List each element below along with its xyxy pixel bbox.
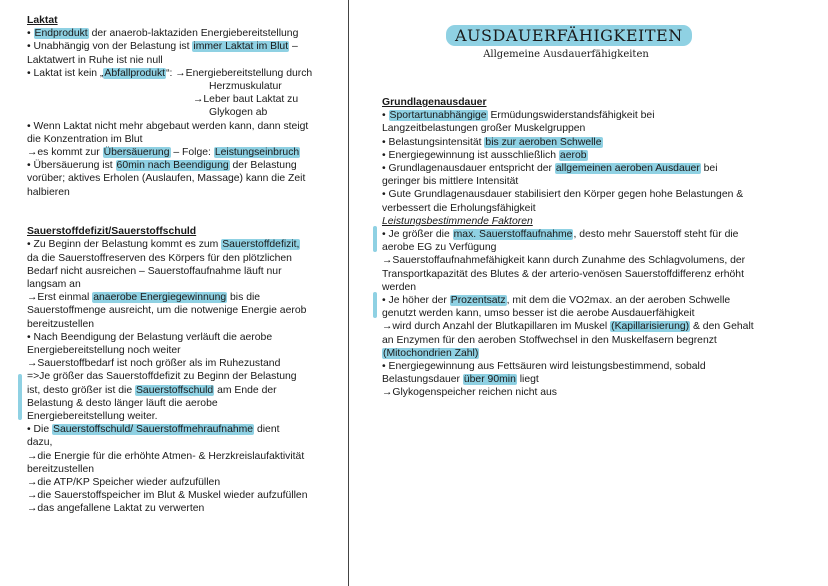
text-line: • Belastungsintensität bis zur aeroben Schwelle [382, 136, 602, 148]
section-heading-grundlagenausdauer: Grundlagenausdauer [382, 97, 487, 108]
highlight: Übersäuerung [103, 147, 170, 159]
margin-marker-right-2 [373, 292, 377, 318]
margin-marker-left [18, 374, 22, 420]
highlight: anaerobe Energiegewinnung [93, 292, 227, 304]
text-line: →die Sauerstoffspeicher im Blut & Muskel wieder aufzufüllen [27, 490, 308, 502]
text-line: geringer bis mittlere Intensität [382, 176, 519, 188]
text-line: • Je höher der Prozentsatz, mit dem die VO2max. an der aeroben Schwelle [382, 295, 731, 307]
highlight: immer Laktat im Blut [193, 41, 289, 53]
highlight: Endprodukt [34, 28, 88, 40]
text-line: bereitzustellen [27, 318, 95, 330]
highlight: über 90min [463, 374, 516, 386]
highlight: Leistungseinbruch [214, 147, 300, 159]
text-line: • Energiegewinnung ist ausschließlich aerob [382, 149, 587, 161]
text-line: genutzt werden kann, umso besser ist die aerobe Ausdauerfähigkeit [382, 308, 695, 320]
text-line: →die ATP/KP Speicher wieder aufzufüllen [27, 477, 221, 489]
highlight: max. Sauerstoffaufnahme [453, 229, 573, 241]
text-line: Belastung & desto länger läuft die aerobe [27, 397, 218, 409]
text-line: =>Je größer das Sauerstoffdefizit zu Beginn der Belastung [27, 371, 297, 383]
highlight: allgemeinen aeroben Ausdauer [555, 163, 700, 175]
text-line: Herzmuskulatur [209, 81, 282, 93]
highlight: Sauerstoffdefizit, [222, 239, 300, 251]
text-line: • Die Sauerstoffschuld/ Sauerstoffmehraufnahme dient [27, 424, 280, 436]
text-line: langsam an [27, 279, 81, 291]
text-line: →es kommt zur Übersäuerung – Folge: Leistungseinbruch [27, 147, 300, 159]
text-line: Laktatwert in Ruhe ist nie null [27, 54, 163, 66]
text-line: • Endprodukt der anaerob-laktaziden Energiebereitstellung [27, 28, 299, 40]
text-line: • Zu Beginn der Belastung kommt es zum Sauerstoffdefizit, [27, 239, 300, 251]
text-line: vorüber; aktives Erholen (Auslaufen, Massage) kann die Zeit [27, 173, 306, 185]
text-line: →Leber baut Laktat zu [193, 94, 299, 106]
highlight: Sportartunabhängige [389, 110, 487, 122]
highlight: Abfallprodukt [104, 67, 166, 79]
text-line: verbessert die Erholungsfähigkeit [382, 202, 536, 214]
text-line: • Je größer die max. Sauerstoffaufnahme, desto mehr Sauerstoff steht für die [382, 229, 739, 241]
text-line: →das angefallene Laktat zu verwerten [27, 503, 205, 515]
section-heading-laktat: Laktat [27, 15, 58, 26]
margin-marker-right-1 [373, 226, 377, 252]
text-line: an Enzymen für den aeroben Stoffwechsel in den Muskelfasern begrenzt [382, 334, 717, 346]
highlight: Sauerstoffschuld [136, 384, 214, 396]
highlight: bis zur aeroben Schwelle [485, 136, 602, 148]
highlight: aerob [559, 149, 587, 161]
text-line: →Erst einmal anaerobe Energiegewinnung bis die [27, 292, 261, 304]
text-line: • Wenn Laktat nicht mehr abgebaut werden kann, dann steigt [27, 120, 309, 132]
text-line: • Energiegewinnung aus Fettsäuren wird leistungsbestimmend, sobald [382, 361, 706, 373]
text-line [382, 347, 772, 360]
text-line: halbieren [27, 186, 70, 198]
highlight: Prozentsatz [450, 295, 506, 307]
text-line: →wird durch Anzahl der Blutkapillaren im Muskel (Kapillarisierung) & den Gehalt [382, 321, 754, 333]
text-line: Belastungsdauer über 90min liegt [382, 374, 539, 386]
right-column [382, 96, 772, 400]
page-title: AUSDAUERFÄHIGKEITEN [446, 25, 692, 46]
text-line: da die Sauerstoffreserven des Körpers für den plötzlichen [27, 252, 292, 264]
text-line: • Übersäuerung ist 60min nach Beendigung der Belastung [27, 160, 297, 172]
highlight: Sauerstoffschuld/ Sauerstoffmehraufnahme [53, 424, 254, 436]
text-line: dazu, [27, 437, 53, 449]
text-line: • Unabhängig von der Belastung ist immer Laktat im Blut – [27, 41, 298, 53]
text-line: Energiebereitstellung weiter. [27, 411, 158, 423]
text-line: Transportkapazität des Blutes & der arterio-venösen Sauerstoffdifferenz erhöht [382, 268, 744, 280]
text-line: Energiebereitstellung noch weiter [27, 345, 181, 357]
title-block [446, 25, 686, 60]
section-heading-sauerstoff: Sauerstoffdefizit/Sauerstoffschuld [27, 226, 197, 238]
text-line: →Glykogenspeicher reichen nicht aus [382, 387, 558, 399]
text-line: Sauerstoffmenge ausreicht, um die notwenige Energie aerob [27, 305, 307, 317]
page-divider [348, 0, 349, 586]
text-line: die Konzentration im Blut [27, 133, 143, 145]
text-line: • Sportartunabhängige Ermüdungswiderstandsfähigkeit bei [382, 110, 655, 122]
text-line: Glykogen ab [209, 107, 268, 119]
text-line: →Sauerstoffbedarf ist noch größer als im Ruhezustand [27, 358, 281, 370]
text-line: →Sauerstoffaufnahmefähigkeit kann durch Zunahme des Schlagvolumens, der [382, 255, 746, 267]
text-line: • Nach Beendigung der Belastung verläuft die aerobe [27, 331, 273, 343]
highlight: 60min nach Beendigung [116, 160, 229, 172]
text-line: werden [382, 281, 417, 293]
highlight: (Mitochondrien Zahl) [383, 347, 479, 359]
text-line: • Laktat ist kein „Abfallprodukt“: →Energiebereitstellung durch [27, 67, 313, 79]
text-line: • Grundlagenausdauer entspricht der allgemeinen aeroben Ausdauer bei [382, 163, 718, 175]
text-line: Langzeitbelastungen großer Muskelgruppen [382, 123, 586, 135]
text-line: aerobe EG zu Verfügung [382, 242, 497, 254]
text-line: ist, desto größer ist die Sauerstoffschuld am Ende der [27, 384, 277, 396]
text-line: • Gute Grundlagenausdauer stabilisiert den Körper gegen hohe Belastungen & [382, 189, 744, 201]
text-line: Bedarf nicht ausreichen – Sauerstoffaufnahme läuft nur [27, 265, 282, 277]
subheading-leistungsbestimmende-faktoren: Leistungsbestimmende Faktoren [382, 215, 533, 227]
page-subtitle: Allgemeine Ausdauerfähigkeiten [483, 49, 649, 60]
text-line: →die Energie für die erhöhte Atmen- & Herzkreislaufaktivität [27, 450, 305, 462]
highlight: (Kapillarisierung) [611, 321, 690, 333]
left-column [27, 14, 339, 516]
text-line: bereitzustellen [27, 463, 95, 475]
